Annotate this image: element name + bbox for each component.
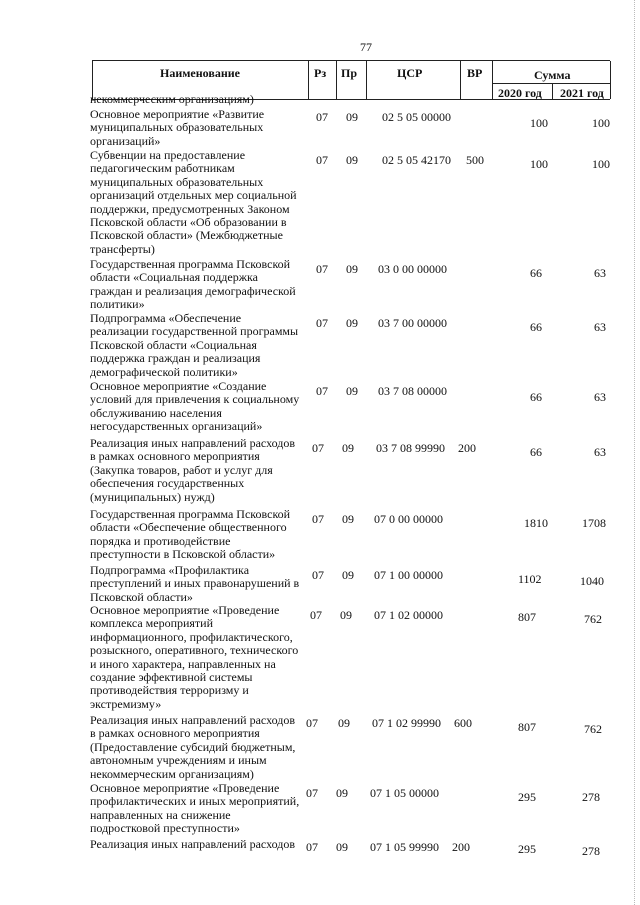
row-sum-2021: 63: [594, 266, 606, 280]
row-sum-2021: 278: [582, 844, 600, 858]
header-csr: ЦСР: [397, 66, 423, 80]
row-pr: 09: [342, 568, 354, 582]
row-csr: 02 5 05 42170: [382, 153, 451, 167]
header-year-2020: 2020 год: [498, 86, 542, 100]
scan-margin: [634, 0, 636, 905]
row-sum-2020: 66: [530, 320, 542, 334]
row-rz: 07: [316, 262, 328, 276]
row-rz: 07: [306, 840, 318, 854]
row-vr: 200: [452, 840, 470, 854]
row-csr: 03 0 00 00000: [378, 262, 447, 276]
row-pr: 09: [346, 262, 358, 276]
row-name: Государственная программа Псковской области «Обеспечение общественного порядка и противодействие преступности в Псковской области»: [90, 507, 291, 562]
row-rz: 07: [312, 568, 324, 582]
row-pr: 09: [336, 840, 348, 854]
header-name: Наименование: [160, 66, 240, 80]
row-sum-2020: 1102: [518, 572, 542, 586]
row-name: Основное мероприятие «Создание условий для привлечения к социальному обслуживанию населения негосударственных организаций»: [90, 379, 300, 434]
row-rz: 07: [316, 110, 328, 124]
row-csr: 07 1 05 99990: [370, 840, 439, 854]
row-vr: 600: [454, 716, 472, 730]
row-csr: 07 1 02 00000: [374, 608, 443, 622]
row-csr: 03 7 00 00000: [378, 316, 447, 330]
row-rz: 07: [306, 786, 318, 800]
row-name: Реализация иных направлений расходов в рамках основного мероприятия (Предоставление субсидий бюджетным, автономным учреждениям и иным некоммерческим организациям): [90, 713, 296, 781]
header-year-2021: 2021 год: [560, 86, 604, 100]
row-csr: 03 7 08 99990: [376, 441, 445, 455]
row-sum-2020: 807: [518, 610, 536, 624]
row-rz: 07: [316, 384, 328, 398]
row-pr: 09: [346, 316, 358, 330]
row-csr: 07 1 05 00000: [370, 786, 439, 800]
row-sum-2021: 762: [584, 612, 602, 626]
row-rz: 07: [306, 716, 318, 730]
row-sum-2021: 63: [594, 445, 606, 459]
row-sum-2021: 1040: [580, 574, 604, 588]
row-sum-2021: 1708: [582, 516, 606, 530]
row-csr: 07 0 00 00000: [374, 512, 443, 526]
row-csr: 02 5 05 00000: [382, 110, 451, 124]
row-name: Государственная программа Псковской области «Социальная поддержка граждан и реализация демографической политики»: [90, 257, 296, 312]
row-csr: 07 1 00 00000: [374, 568, 443, 582]
row-name: Реализация иных направлений расходов в рамках основного мероприятия (Закупка товаров, работ и услуг для обеспечения государственных (муниципальных) нужд): [90, 436, 296, 504]
page-number: 77: [360, 40, 372, 54]
row-name: Субвенции на предоставление педагогическим работникам муниципальных образовательных организаций отдельных мер социальной поддержки, предусмотренных Законом Псковской области «Об образовании в Псковской области» (Межбюджетные трансферты): [90, 148, 297, 256]
row-sum-2020: 66: [530, 266, 542, 280]
row-pr: 09: [346, 153, 358, 167]
row-sum-2020: 100: [530, 157, 548, 171]
row-vr: 500: [466, 153, 484, 167]
row-sum-2021: 63: [594, 390, 606, 404]
row-rz: 07: [310, 608, 322, 622]
row-name: некоммерческим организациям): [90, 92, 254, 106]
header-rz: Рз: [314, 66, 327, 80]
row-rz: 07: [316, 153, 328, 167]
row-sum-2020: 66: [530, 445, 542, 459]
row-sum-2020: 295: [518, 790, 536, 804]
row-sum-2020: 1810: [524, 516, 548, 530]
row-sum-2020: 100: [530, 116, 548, 130]
header-vr: ВР: [467, 66, 483, 80]
row-pr: 09: [336, 786, 348, 800]
row-rz: 07: [312, 441, 324, 455]
row-name: Основное мероприятие «Проведение профилактических и иных мероприятий, направленных на снижение подростковой преступности»: [90, 781, 300, 836]
row-name: Реализация иных направлений расходов: [90, 837, 296, 851]
row-name: Основное мероприятие «Проведение комплекса мероприятий информационного, профилактического, розыскного, оперативного, технического и иного характера, направленных на создание эффективной системы противодействия терроризму и экстремизму»: [90, 603, 299, 711]
row-vr: 200: [458, 441, 476, 455]
row-sum-2021: 762: [584, 722, 602, 736]
row-csr: 07 1 02 99990: [372, 716, 441, 730]
row-pr: 09: [338, 716, 350, 730]
row-name: Основное мероприятие «Развитие муниципальных образовательных организаций»: [90, 107, 265, 148]
row-csr: 03 7 08 00000: [378, 384, 447, 398]
row-pr: 09: [346, 384, 358, 398]
row-rz: 07: [312, 512, 324, 526]
row-name: Подпрограмма «Обеспечение реализации государственной программы Псковской области «Социальная поддержка граждан и реализация демографической политики»: [90, 311, 299, 379]
header-top-rule: [92, 60, 610, 61]
header-sum: Сумма: [534, 68, 571, 82]
row-pr: 09: [342, 441, 354, 455]
row-sum-2021: 100: [592, 116, 610, 130]
row-sum-2021: 278: [582, 790, 600, 804]
row-sum-2021: 100: [592, 157, 610, 171]
row-sum-2020: 295: [518, 842, 536, 856]
row-name: Подпрограмма «Профилактика преступлений и иных правонарушений в Псковской области»: [90, 563, 300, 604]
row-pr: 09: [342, 512, 354, 526]
row-sum-2021: 63: [594, 320, 606, 334]
row-pr: 09: [346, 110, 358, 124]
row-sum-2020: 807: [518, 720, 536, 734]
row-rz: 07: [316, 316, 328, 330]
row-sum-2020: 66: [530, 390, 542, 404]
header-pr: Пр: [341, 66, 358, 80]
row-pr: 09: [340, 608, 352, 622]
